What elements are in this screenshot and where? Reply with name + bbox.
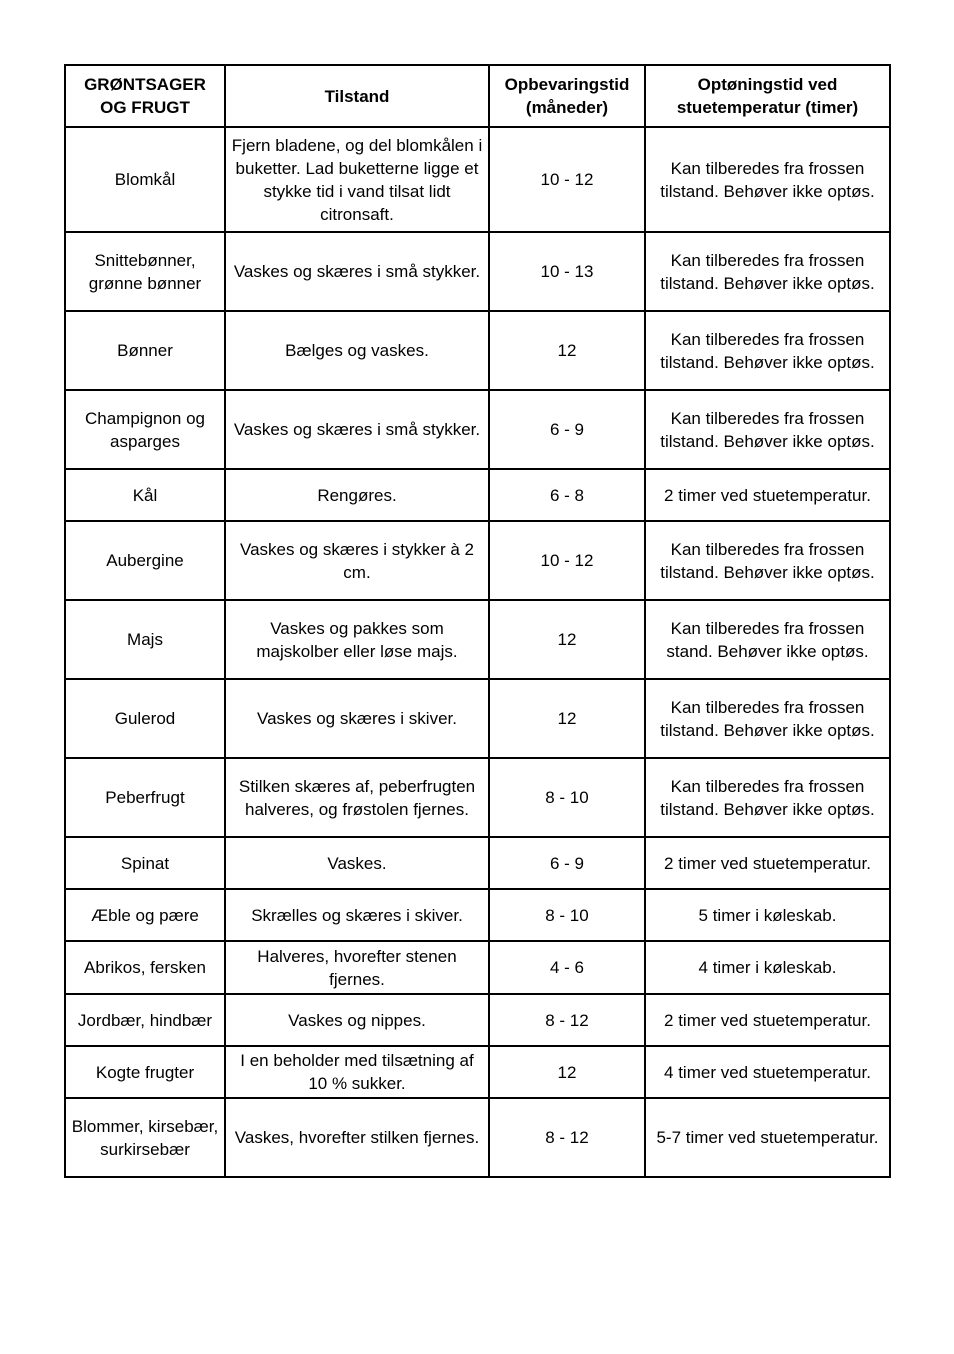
header-item: GRØNTSAGER OG FRUGT xyxy=(65,65,225,127)
cell-opbevaringstid: 12 xyxy=(489,311,645,390)
cell-optoningstid: 2 timer ved stuetemperatur. xyxy=(645,994,890,1046)
header-tilstand: Tilstand xyxy=(225,65,489,127)
cell-item: Kål xyxy=(65,469,225,521)
cell-tilstand: Vaskes og pakkes som majskolber eller løse majs. xyxy=(225,600,489,679)
table-row xyxy=(65,941,890,994)
cell-tilstand: Vaskes. xyxy=(225,837,489,889)
header-optoningstid: Optøningstid ved stuetemperatur (timer) xyxy=(645,65,890,127)
cell-opbevaringstid: 12 xyxy=(489,600,645,679)
table-row xyxy=(65,889,890,941)
table-row xyxy=(65,679,890,758)
cell-opbevaringstid: 8 - 10 xyxy=(489,758,645,837)
cell-opbevaringstid: 12 xyxy=(489,1046,645,1098)
table-row xyxy=(65,521,890,600)
cell-opbevaringstid: 8 - 10 xyxy=(489,889,645,941)
cell-tilstand: Vaskes og nippes. xyxy=(225,994,489,1046)
cell-tilstand: I en beholder med tilsætning af 10 % sukker. xyxy=(225,1046,489,1098)
cell-tilstand: Vaskes og skæres i små stykker. xyxy=(225,390,489,469)
cell-optoningstid: Kan tilberedes fra frossen tilstand. Behøver ikke optøs. xyxy=(645,311,890,390)
cell-opbevaringstid: 8 - 12 xyxy=(489,1098,645,1177)
cell-item: Blomkål xyxy=(65,127,225,232)
cell-opbevaringstid: 10 - 12 xyxy=(489,521,645,600)
cell-item: Abrikos, fersken xyxy=(65,941,225,994)
cell-item: Spinat xyxy=(65,837,225,889)
cell-tilstand: Vaskes og skæres i skiver. xyxy=(225,679,489,758)
cell-opbevaringstid: 6 - 8 xyxy=(489,469,645,521)
cell-opbevaringstid: 10 - 12 xyxy=(489,127,645,232)
cell-tilstand: Vaskes, hvorefter stilken fjernes. xyxy=(225,1098,489,1177)
cell-optoningstid: Kan tilberedes fra frossen stand. Behøver ikke optøs. xyxy=(645,600,890,679)
cell-item: Blommer, kirsebær, surkirsebær xyxy=(65,1098,225,1177)
freezing-table xyxy=(64,64,891,1178)
cell-item: Kogte frugter xyxy=(65,1046,225,1098)
cell-optoningstid: 5 timer i køleskab. xyxy=(645,889,890,941)
table-row xyxy=(65,600,890,679)
cell-item: Majs xyxy=(65,600,225,679)
cell-optoningstid: 4 timer ved stuetemperatur. xyxy=(645,1046,890,1098)
table-body xyxy=(65,127,890,1177)
cell-item: Gulerod xyxy=(65,679,225,758)
cell-optoningstid: Kan tilberedes fra frossen tilstand. Behøver ikke optøs. xyxy=(645,390,890,469)
cell-tilstand: Skrælles og skæres i skiver. xyxy=(225,889,489,941)
cell-opbevaringstid: 10 - 13 xyxy=(489,232,645,311)
cell-opbevaringstid: 8 - 12 xyxy=(489,994,645,1046)
cell-tilstand: Fjern bladene, og del blomkålen i buketter. Lad buketterne ligge et stykke tid i vand tilsat lidt citronsaft. xyxy=(225,127,489,232)
cell-item: Jordbær, hindbær xyxy=(65,994,225,1046)
cell-optoningstid: Kan tilberedes fra frossen tilstand. Behøver ikke optøs. xyxy=(645,679,890,758)
table-row xyxy=(65,232,890,311)
cell-item: Champignon og asparges xyxy=(65,390,225,469)
cell-optoningstid: 4 timer i køleskab. xyxy=(645,941,890,994)
header-opbevaringstid: Opbevaringstid (måneder) xyxy=(489,65,645,127)
table-row xyxy=(65,837,890,889)
table-row xyxy=(65,994,890,1046)
cell-tilstand: Vaskes og skæres i små stykker. xyxy=(225,232,489,311)
table-row xyxy=(65,469,890,521)
cell-tilstand: Stilken skæres af, peberfrugten halveres, og frøstolen fjernes. xyxy=(225,758,489,837)
cell-opbevaringstid: 6 - 9 xyxy=(489,390,645,469)
cell-tilstand: Bælges og vaskes. xyxy=(225,311,489,390)
cell-item: Æble og pære xyxy=(65,889,225,941)
cell-opbevaringstid: 12 xyxy=(489,679,645,758)
table-row xyxy=(65,1046,890,1098)
table-row xyxy=(65,758,890,837)
cell-optoningstid: 2 timer ved stuetemperatur. xyxy=(645,837,890,889)
cell-optoningstid: Kan tilberedes fra frossen tilstand. Behøver ikke optøs. xyxy=(645,521,890,600)
cell-item: Snittebønner, grønne bønner xyxy=(65,232,225,311)
cell-optoningstid: 2 timer ved stuetemperatur. xyxy=(645,469,890,521)
cell-tilstand: Rengøres. xyxy=(225,469,489,521)
header-row xyxy=(65,65,890,127)
cell-tilstand: Vaskes og skæres i stykker à 2 cm. xyxy=(225,521,489,600)
cell-optoningstid: 5-7 timer ved stuetemperatur. xyxy=(645,1098,890,1177)
cell-opbevaringstid: 4 - 6 xyxy=(489,941,645,994)
cell-item: Peberfrugt xyxy=(65,758,225,837)
table-row xyxy=(65,390,890,469)
cell-optoningstid: Kan tilberedes fra frossen tilstand. Behøver ikke optøs. xyxy=(645,232,890,311)
table-row xyxy=(65,311,890,390)
table-row xyxy=(65,1098,890,1177)
cell-optoningstid: Kan tilberedes fra frossen tilstand. Behøver ikke optøs. xyxy=(645,758,890,837)
cell-item: Bønner xyxy=(65,311,225,390)
cell-item: Aubergine xyxy=(65,521,225,600)
cell-tilstand: Halveres, hvorefter stenen fjernes. xyxy=(225,941,489,994)
table-row xyxy=(65,127,890,232)
cell-optoningstid: Kan tilberedes fra frossen tilstand. Behøver ikke optøs. xyxy=(645,127,890,232)
cell-opbevaringstid: 6 - 9 xyxy=(489,837,645,889)
table-header xyxy=(65,65,890,127)
